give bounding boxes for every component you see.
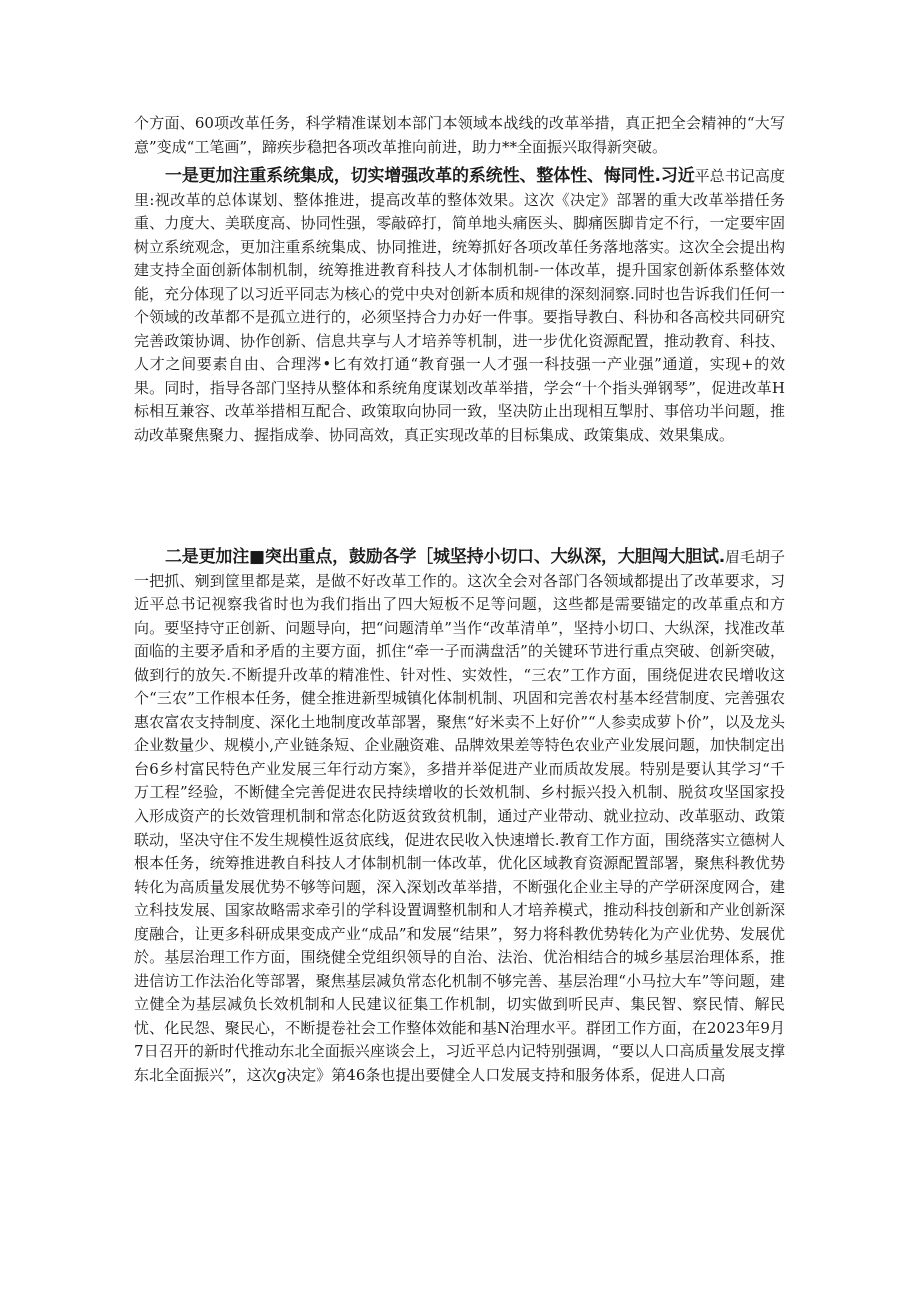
body-paragraph-1: 个方面、60项改革任务，科学精准谋划本部门本领域本战线的改革举措，真正把全会精神的“大写意”变成“工笔画”，蹄疾步稳把各项改革推向前进，助力**全面振兴取得新突破。 [134, 114, 785, 156]
section-body-2: 眉毛胡子一把抓、剜到筐里都是菜，是做不好改革工作的。这次全会对各部门各领域都提出了改革要求，习近平总书记视察我省时也为我们指出了四大短板不足等问题，这些都是需要锚定的改革重点和方向。要坚持守正创新、问题导向，把“问题清单”当作“改革清单”，坚持小切口、大纵深，找准改革面临的主要矛盾和矛盾的主要方面，抓住“牵一子而满盘活”的关键环节进行重点突破、创新突破，做到行的放矢.不断提升改革的精准性、针对性、实效性，“三农”工作方面，围绕促进农民增收这个“三农”工作根本任务，健全推进新型城镇化体制机制、巩固和完善农村基本经营制度、完善强农惠农富农支持制度、深化土地制度改革部署，聚焦“好米卖不上好价”“人参卖成萝卜价”，以及龙头企业数量少、规模小,产业链条短、企业融资难、品牌效果差等特色农业产业发展问题，加快制定出台6乡村富民特色产业发展三年行动方案》，多措并举促进产业而质故发展。特别是要认其学习“千万工程”经验，不断健全完善促进农民持续增收的长效机制、乡村振兴投入机制、脱贫攻坚国家投入形成资产的长效管理机制和常态化防返贫致贫机制，通过产业带动、就业拉动、改革驱动、政策联动，坚决守住不发生规模性返贫底线，促进农民收入快速增长.教育工作方面，围绕落实立德树人根本任务，统筹推进教自科技人才体制机制一体改革，优化区域教育资源配置部署，聚焦科教优势转化为高质量发展优势不够等问题，深入深划改革举措，不断强化企业主导的产学研深度网合，建立科技发展、国家故略需求牵引的学科设置调整机制和人才培养模式，推动科技创新和产业创新深度融合，让更多科研成果变成产业“成品”和发展“结果”，努力将科教优势转化为产业优势、发展优於。基层治理工作方面，围绕健全党组织领导的自治、法治、优治相结合的城乡基层治理体系，推进信访工作法治化等部署，聚焦基层减负常态化机制不够完善、基层治理“小马拉大车”等问题，建立健全为基层减负长效机制和人民建议征集工作机制，切实做到听民声、集民智、察民情、解民忧、化民怨、聚民心，不断提卷社会工作整体效能和基N治理水平。群团工作方面，在2023年9月7日召开的新时代推动东北全面振兴座谈会上，习近平总内记特别强调，“要以人口高质量发展支撑东北全面振兴”，这次g决定》第46条也提出要健全人口发展支持和服务体系，促进人口高 [134, 548, 785, 1085]
body-paragraph-2 [134, 165, 785, 448]
body-paragraph-3 [134, 546, 785, 1088]
section-body-1: 平总书记高度里:视改革的总体谋划、整体推进，提高改革的整体效果。这次《决定》部署的重大改革举措任务重、力度大、美联度高、协同性强，零敲碎打，简单地头痛医头、脚痛医脚肯定不行，一定要牢固树立系统观念，更加注重系统集成、协同推进，统筹抓好各项改革任务落地落实。这次全会提出构建支持全面创新体制机制，统筹推进教育科技人才体制机制-一体改革，提升国家创新体系整体效能，充分体现了以习近平同志为核心的党中央对创新本质和规律的深刻洞察.同时也告诉我们任何一个领域的改革都不是孤立进行的，必须坚持合力办好一件事。要指导教白、科协和各高校共同研究完善政策协调、协作创新、信息共享与人才培养等机制，进一步优化资源配置，推动教育、科技、人才之间要素自由、合理涔•匕有效打通“教育强一人才强一科技强一产业强”通道，实现+的效果。同时，指导各部门坚持从整体和系统角度谋划改革举措，学会“十个指头弹钢琴”，促进改革H标相互兼容、改革举措相互配合、政策取向协同一致，坚决防止出现相互掣肘、事倍功半问题，推动改革聚焦聚力、握指成拳、协同高效，真正实现改革的目标集成、政策集成、效果集成。 [134, 167, 785, 445]
section-heading-1: 一是更加注重系统集成，切实增强改革的系统性、整体性、悔同性.习近 [165, 166, 695, 186]
section-heading-2: 二是更加注■突出重点，鼓励各学［城坚持小切口、大纵深，大胆闯大胆试. [165, 547, 725, 567]
